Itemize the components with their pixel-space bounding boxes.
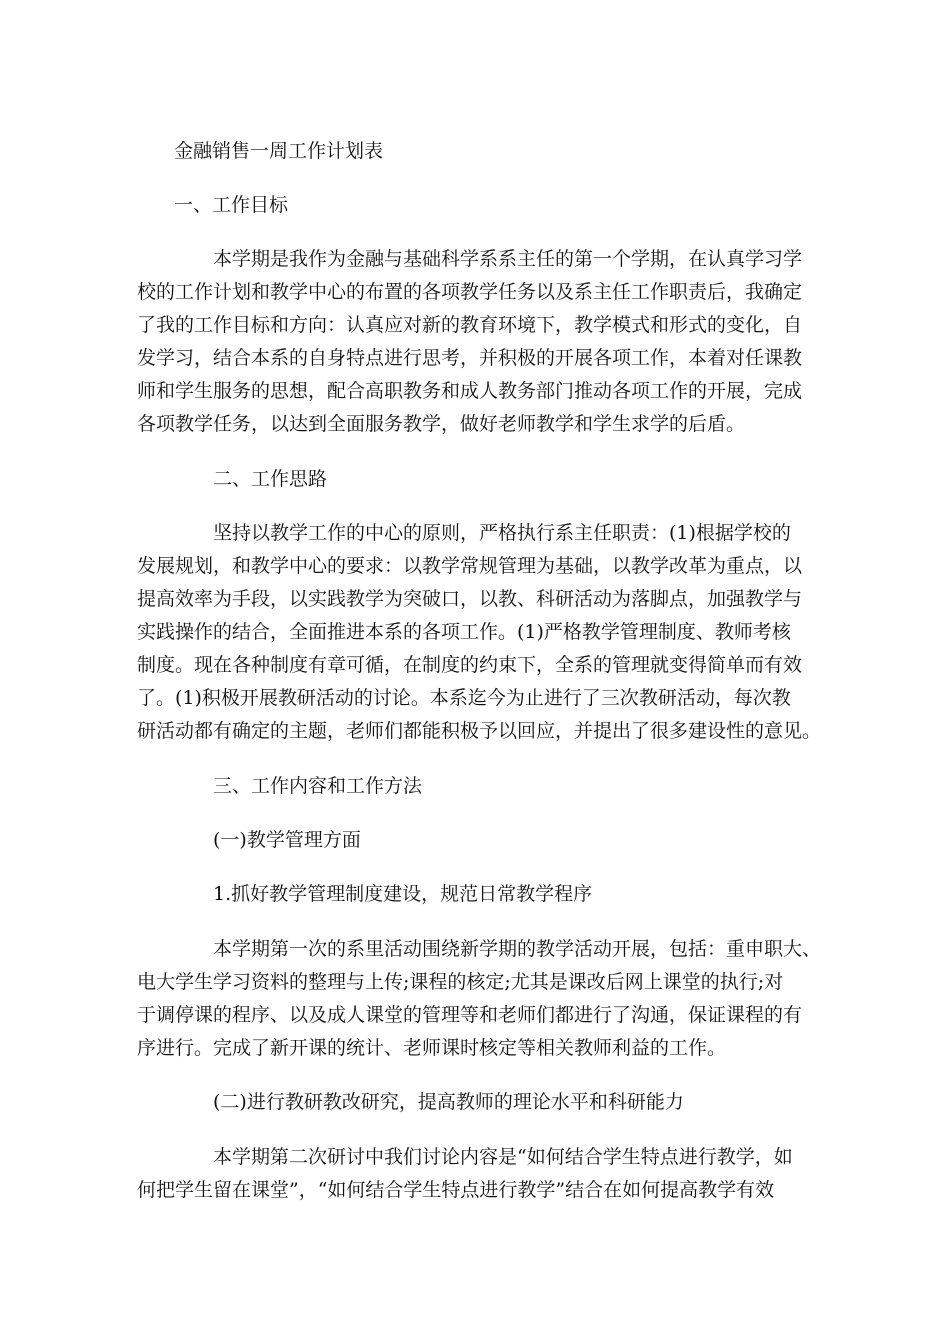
section-heading-content: 三、工作内容和工作方法 [213, 775, 423, 797]
paragraph-line: 本学期第一次的系里活动围绕新学期的教学活动开展，包括：重申职大、 [213, 938, 822, 960]
paragraph-line: 何把学生留在课堂”，“如何结合学生特点进行教学”结合在如何提高教学有效 [137, 1179, 775, 1201]
paragraph-line: 坚持以教学工作的中心的原则，严格执行系主任职责：(1)根据学校的 [213, 522, 791, 544]
list-item: 1.抓好教学管理制度建设，规范日常教学程序 [213, 883, 593, 905]
paragraph-line: 师和学生服务的思想，配合高职教务和成人教务部门推动各项工作的开展，完成 [137, 380, 803, 402]
paragraph-line: 电大学生学习资料的整理与上传;课程的核定;尤其是课改后网上课堂的执行;对 [137, 971, 784, 993]
section-heading-approach: 二、工作思路 [213, 468, 328, 490]
document-title: 金融销售一周工作计划表 [174, 140, 384, 162]
paragraph-line: 本学期是我作为金融与基础科学系系主任的第一个学期，在认真学习学 [213, 248, 803, 270]
paragraph-line: 各项教学任务，以达到全面服务教学，做好老师教学和学生求学的后盾。 [137, 413, 746, 435]
paragraph-line: 于调停课的程序、以及成人课堂的管理等和老师们都进行了沟通，保证课程的有 [137, 1004, 803, 1026]
paragraph-line: 校的工作计划和教学中心的布置的各项教学任务以及系主任工作职责后，我确定 [137, 281, 803, 303]
section-heading-goals: 一、工作目标 [174, 194, 289, 216]
subheading-research: (二)进行教研教改研究，提高教师的理论水平和科研能力 [213, 1091, 684, 1113]
paragraph-line: 了我的工作目标和方向：认真应对新的教育环境下，教学模式和形式的变化，自 [137, 314, 803, 336]
paragraph-line: 发学习，结合本系的自身特点进行思考，并积极的开展各项工作，本着对任课教 [137, 347, 803, 369]
paragraph-line: 本学期第二次研讨中我们讨论内容是“如何结合学生特点进行教学，如 [213, 1146, 793, 1168]
paragraph-line: 提高效率为手段，以实践教学为突破口，以教、科研活动为落脚点，加强教学与 [137, 588, 803, 610]
paragraph-line: 制度。现在各种制度有章可循，在制度的约束下，全系的管理就变得简单而有效 [137, 654, 803, 676]
paragraph-line: 研活动都有确定的主题，老师们都能积极予以回应，并提出了很多建设性的意见。 [137, 720, 822, 742]
paragraph-line: 序进行。完成了新开课的统计、老师课时核定等相关教师利益的工作。 [137, 1037, 727, 1059]
subheading-teaching-management: (一)教学管理方面 [213, 829, 361, 851]
paragraph-line: 了。(1)积极开展教研活动的讨论。本系迄今为止进行了三次教研活动，每次教 [137, 687, 791, 709]
paragraph-line: 实践操作的结合，全面推进本系的各项工作。(1)严格教学管理制度、教师考核 [137, 621, 791, 643]
paragraph-line: 发展规划，和教学中心的要求：以教学常规管理为基础，以教学改革为重点，以 [137, 555, 803, 577]
